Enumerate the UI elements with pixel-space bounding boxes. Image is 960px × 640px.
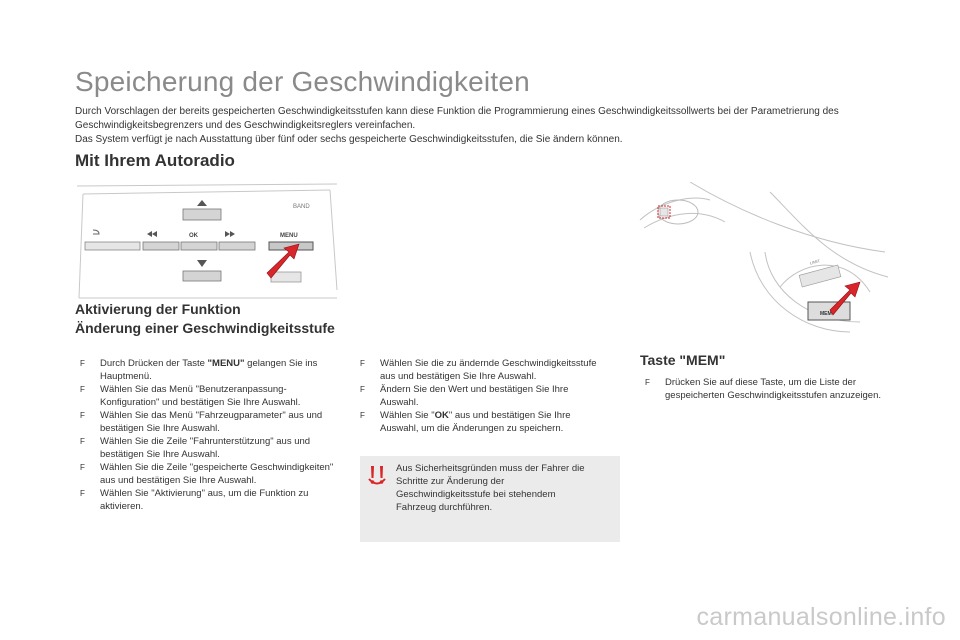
step-text: Durch Drücken der Taste bbox=[100, 358, 208, 369]
step-text: Wählen Sie " bbox=[380, 410, 435, 421]
step-text: " aus und bestätigen Sie Ihre Auswahl, um die Änderungen zu speichern. bbox=[380, 410, 571, 434]
step-item bbox=[80, 383, 338, 409]
step-text: Drücken Sie auf diese Taste, um die Liste der gespeicherten Geschwindigkeitsstufen anzuzeigen. bbox=[665, 377, 881, 401]
step-emphasis: "MENU" bbox=[207, 358, 245, 369]
step-bullet-icon: F bbox=[80, 359, 85, 368]
step-item bbox=[360, 383, 608, 409]
mem-heading: Taste "MEM" bbox=[640, 352, 726, 368]
step-bullet-icon: F bbox=[80, 437, 85, 446]
step-text: gelangen Sie ins Hauptmenü. bbox=[100, 358, 318, 382]
step-item bbox=[645, 376, 885, 402]
change-steps bbox=[360, 357, 608, 435]
step-item bbox=[360, 357, 608, 383]
ok-label: OK bbox=[189, 233, 198, 239]
band-label: BAND bbox=[293, 204, 310, 210]
menu-label: MENU bbox=[280, 233, 298, 239]
step-item bbox=[80, 487, 338, 513]
step-item bbox=[80, 461, 338, 487]
step-item bbox=[80, 409, 338, 435]
activation-steps bbox=[80, 357, 338, 513]
step-bullet-icon: F bbox=[80, 463, 85, 472]
radio-panel-illustration bbox=[75, 180, 340, 302]
intro-paragraph-1: Durch Vorschlagen der bereits gespeicherten Geschwindigkeitsstufen kann diese Funktion die Programmierung eines Geschwindigkeitssollwerts bei der Parametrierung des Geschwindigkeitsbegrenzers und des Geschwindigkeitsreglers vereinfachen. bbox=[75, 106, 839, 131]
step-bullet-icon: F bbox=[80, 411, 85, 420]
step-text: Wählen Sie "Aktivierung" aus, um die Funktion zu aktivieren. bbox=[100, 488, 309, 512]
step-bullet-icon: F bbox=[80, 385, 85, 394]
step-text: Wählen Sie die zu ändernde Geschwindigkeitsstufe aus und bestätigen Sie Ihre Auswahl. bbox=[380, 358, 597, 382]
section-title: Mit Ihrem Autoradio bbox=[75, 151, 235, 170]
mem-label: MEM bbox=[820, 311, 832, 317]
up-arrow-icon bbox=[197, 200, 207, 206]
step-bullet-icon: F bbox=[80, 489, 85, 498]
step-text: Wählen Sie das Menü "Fahrzeugparameter" aus und bestätigen Sie Ihre Auswahl. bbox=[100, 410, 323, 434]
step-bullet-icon: F bbox=[360, 411, 365, 420]
steering-wheel-illustration bbox=[630, 182, 888, 342]
back-icon bbox=[93, 230, 99, 234]
limit-label: LIMIT bbox=[809, 258, 821, 266]
step-text: Wählen Sie die Zeile "gespeicherte Geschwindigkeiten" aus und bestätigen Sie Ihre Auswahl. bbox=[100, 462, 334, 486]
warning-text: Aus Sicherheitsgründen muss der Fahrer die Schritte zur Änderung der Geschwindigkeitsstufe bei stehendem Fahrzeug durchführen. bbox=[396, 463, 585, 513]
step-text: Wählen Sie die Zeile "Fahrunterstützung" aus und bestätigen Sie Ihre Auswahl. bbox=[100, 436, 311, 460]
step-text: Ändern Sie den Wert und bestätigen Sie Ihre Auswahl. bbox=[380, 384, 569, 408]
mem-steps bbox=[645, 376, 885, 402]
page-title: Speicherung der Geschwindigkeiten bbox=[75, 66, 530, 97]
change-heading: Änderung einer Geschwindigkeitsstufe bbox=[75, 320, 335, 336]
step-bullet-icon: F bbox=[360, 359, 365, 368]
intro-paragraph-2: Das System verfügt je nach Ausstattung über fünf oder sechs gespeicherte Geschwindigkeitsstufen, die Sie ändern können. bbox=[75, 134, 623, 145]
activation-heading: Aktivierung der Funktion bbox=[75, 301, 241, 317]
step-item bbox=[360, 409, 608, 435]
step-bullet-icon: F bbox=[360, 385, 365, 394]
safety-warning bbox=[360, 456, 620, 542]
step-item bbox=[80, 357, 338, 383]
step-text: Wählen Sie das Menü "Benutzeranpassung-Konfiguration" und bestätigen Sie Ihre Auswahl. bbox=[100, 384, 301, 408]
intro-text bbox=[75, 105, 915, 147]
step-emphasis: OK bbox=[434, 410, 449, 421]
warning-icon bbox=[368, 464, 386, 488]
step-bullet-icon: F bbox=[645, 378, 650, 387]
down-arrow-icon bbox=[197, 260, 207, 267]
watermark: carmanualsonline.info bbox=[696, 603, 946, 631]
step-item bbox=[80, 435, 338, 461]
